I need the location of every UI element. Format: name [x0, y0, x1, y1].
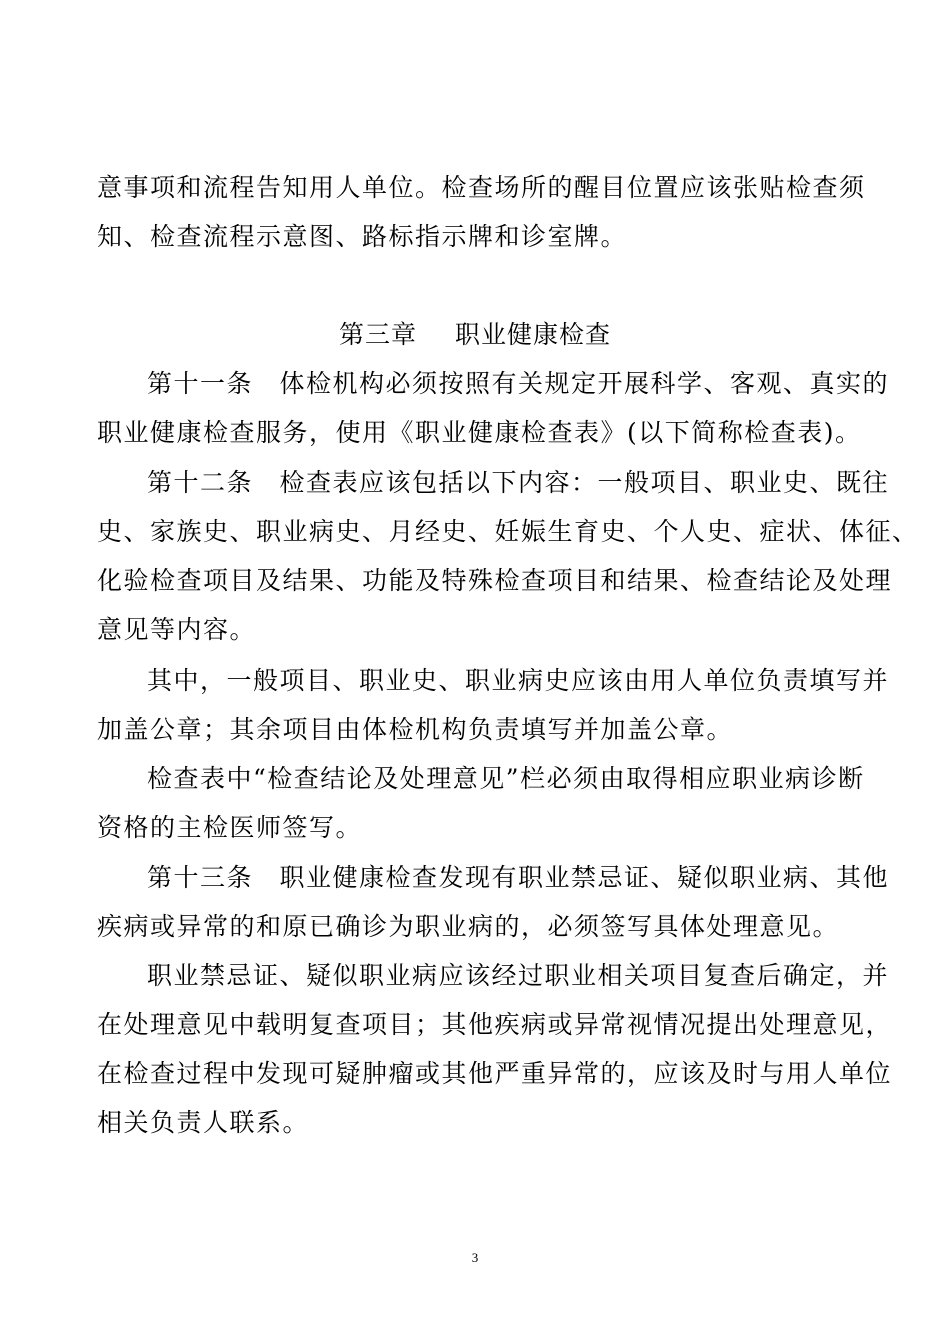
paragraph-line: 在检查过程中发现可疑肿瘤或其他严重异常的，应该及时与用人单位 [97, 1059, 893, 1088]
paragraph-line: 化验检查项目及结果、功能及特殊检查项目和结果、检查结论及处理 [97, 566, 893, 595]
paragraph-line: 职业健康检查服务，使用《职业健康检查表》(以下简称检查表)。 [97, 418, 862, 447]
paragraph-line: 第十二条 检查表应该包括以下内容：一般项目、职业史、既往 [147, 468, 890, 497]
paragraph-line: 在处理意见中载明复查项目；其他疾病或异常视情况提出处理意见， [97, 1010, 893, 1039]
paragraph-line: 资格的主检医师签写。 [97, 813, 363, 842]
paragraph-line: 第十一条 体检机构必须按照有关规定开展科学、客观、真实的 [147, 369, 890, 398]
paragraph-line: 史、家族史、职业病史、月经史、妊娠生育史、个人史、症状、体征、 [97, 517, 919, 546]
paragraph-line: 加盖公章；其余项目由体检机构负责填写并加盖公章。 [97, 715, 734, 744]
intro-line-1: 意事项和流程告知用人单位。检查场所的醒目位置应该张贴检查须 [97, 173, 866, 202]
paragraph-line: 职业禁忌证、疑似职业病应该经过职业相关项目复查后确定，并 [147, 961, 890, 990]
paragraph-line: 相关负责人联系。 [97, 1108, 310, 1137]
chapter-heading [0, 320, 950, 350]
paragraph-line: 疾病或异常的和原已确诊为职业病的，必须签写具体处理意见。 [97, 912, 840, 941]
paragraph-line: 检查表中“检查结论及处理意见”栏必须由取得相应职业病诊断 [147, 764, 865, 793]
paragraph-line: 其中，一般项目、职业史、职业病史应该由用人单位负责填写并 [147, 666, 890, 695]
intro-line-2: 知、检查流程示意图、路标指示牌和诊室牌。 [97, 222, 628, 251]
page-number: 3 [471, 1250, 479, 1265]
chapter-title: 职业健康检查 [455, 320, 612, 349]
chapter-number: 第三章 [338, 320, 417, 349]
paragraph-line: 意见等内容。 [97, 615, 257, 644]
paragraph-line: 第十三条 职业健康检查发现有职业禁忌证、疑似职业病、其他 [147, 863, 890, 892]
